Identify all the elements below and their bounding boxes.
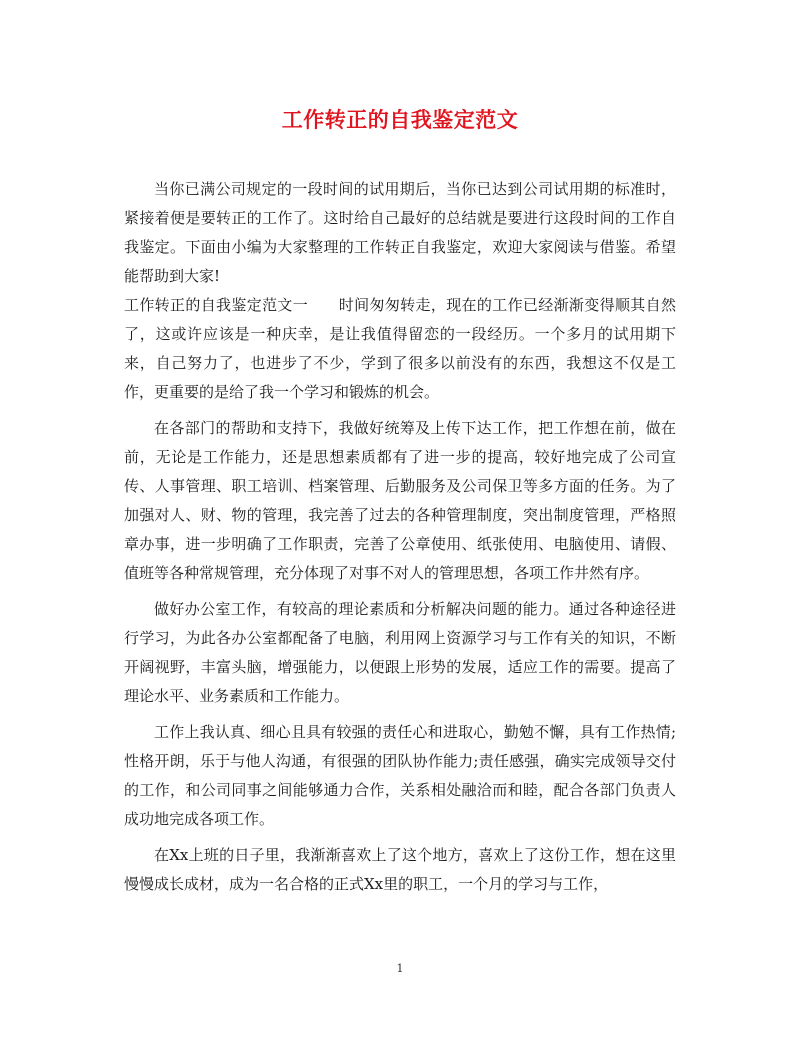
- document-body: [124, 175, 676, 899]
- page-number: 1: [396, 962, 404, 975]
- section-paragraph-1-text: 时间匆匆转走，现在的工作已经渐渐变得顺其自然了，这或许应该是一种庆幸，是让我值得留恋的一段经历。一个多月的试用期下来，自己努力了，也进步了不少，学到了很多以前没有的东西，我想这不仅是工作，更重要的是给了我一个学习和锻炼的机会。: [124, 296, 676, 401]
- body-paragraph-4: 工作上我认真、细心且具有较强的责任心和进取心，勤勉不懈，具有工作热情;性格开朗，乐于与他人沟通，有很强的团队协作能力;责任感强，确实完成领导交付的工作，和公司同事之间能够通力合作，关系相处融洽而和睦，配合各部门负责人成功地完成各项工作。: [124, 723, 676, 828]
- body-paragraph-2: 在各部门的帮助和支持下，我做好统筹及上传下达工作，把工作想在前，做在前，无论是工作能力，还是思想素质都有了进一步的提高，较好地完成了公司宣传、人事管理、职工培训、档案管理、后勤服务及公司保卫等多方面的任务。为了加强对人、财、物的管理，我完善了过去的各种管理制度，突出制度管理，严格照章办事，进一步明确了工作职责，完善了公章使用、纸张使用、电脑使用、请假、值班等各种常规管理，充分体现了对事不对人的管理思想，各项工作井然有序。: [124, 419, 676, 582]
- body-paragraph-3: 做好办公室工作，有较高的理论素质和分析解决问题的能力。通过各种途径进行学习，为此各办公室都配备了电脑，利用网上资源学习与工作有关的知识，不断开阔视野，丰富头脑，增强能力，以便跟上形势的发展，适应工作的需要。提高了理论水平、业务素质和工作能力。: [124, 600, 676, 705]
- body-paragraph-5: 在Xx上班的日子里，我渐渐喜欢上了这个地方，喜欢上了这份工作，想在这里慢慢成长成材，成为一名合格的正式Xx里的职工，一个月的学习与工作，: [124, 846, 676, 893]
- section-paragraph-1: [124, 291, 676, 407]
- section-heading: 工作转正的自我鉴定范文一: [124, 296, 309, 314]
- document-title: 工作转正的自我鉴定范文: [281, 107, 519, 132]
- intro-paragraph: 当你已满公司规定的一段时间的试用期后，当你已达到公司试用期的标准时，紧接着便是要转正的工作了。这时给自己最好的总结就是要进行这段时间的工作自我鉴定。下面由小编为大家整理的工作转正自我鉴定，欢迎大家阅读与借鉴。希望能帮助到大家!: [124, 180, 676, 285]
